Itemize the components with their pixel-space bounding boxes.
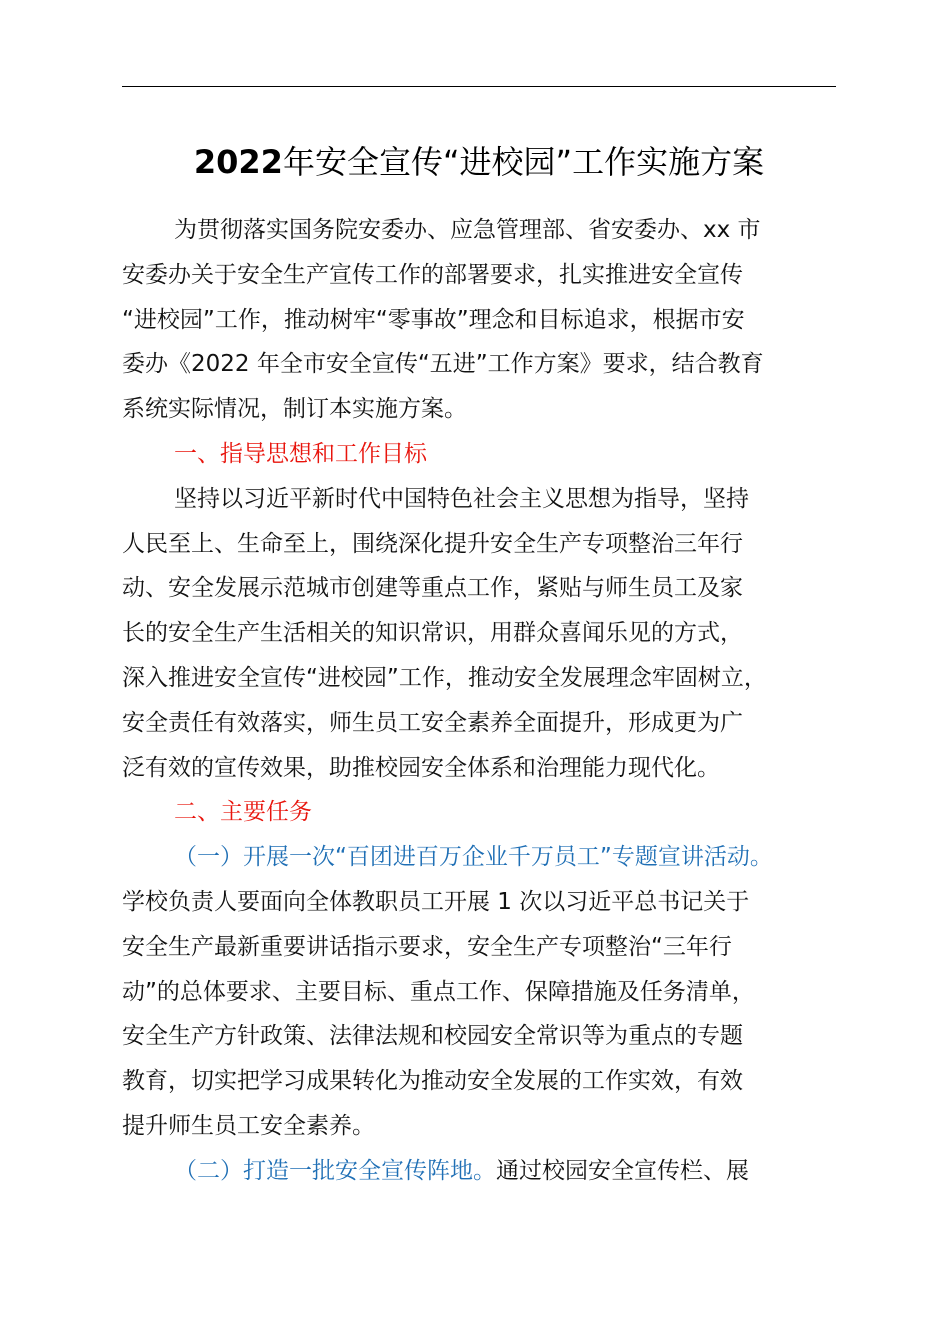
task-1-heading: （一）开展一次“百团进百万企业千万员工”专题宣讲活动。 bbox=[174, 844, 773, 871]
task-1-line: 提升师生员工安全素养。 bbox=[122, 1112, 375, 1139]
header-rule bbox=[122, 86, 836, 87]
task-1-line: 安全生产最新重要讲话指示要求，安全生产专项整治“三年行 bbox=[122, 933, 732, 960]
guide-line: 泛有效的宣传效果，助推校园安全体系和治理能力现代化。 bbox=[122, 754, 720, 781]
guide-line: 坚持以习近平新时代中国特色社会主义思想为指导，坚持 bbox=[174, 485, 749, 512]
task-1-line: 动”的总体要求、主要目标、重点工作、保障措施及任务清单， bbox=[122, 978, 755, 1005]
task-1-line: 学校负责人要面向全体教职员工开展 1 次以习近平总书记关于 bbox=[122, 888, 750, 915]
intro-line: “进校园”工作，推动树牢“零事故”理念和目标追求，根据市安 bbox=[122, 306, 745, 333]
intro-line: 安委办关于安全生产宣传工作的部署要求，扎实推进安全宣传 bbox=[122, 261, 743, 288]
task-2-text: 通过校园安全宣传栏、展 bbox=[496, 1157, 749, 1184]
section-heading-1: 一、指导思想和工作目标 bbox=[174, 440, 427, 467]
task-1-line: 安全生产方针政策、法律法规和校园安全常识等为重点的专题 bbox=[122, 1023, 743, 1050]
task-2-heading: （二）打造一批安全宣传阵地。 bbox=[174, 1157, 496, 1184]
title-text: 年安全宣传“进校园”工作实施方案 bbox=[282, 143, 765, 181]
task-2-line bbox=[122, 1149, 862, 1194]
intro-line: 委办《2022 年全市安全宣传“五进”工作方案》要求，结合教育 bbox=[122, 351, 764, 378]
guide-line: 深入推进安全宣传“进校园”工作，推动安全发展理念牢固树立， bbox=[122, 664, 767, 691]
intro-line: 系统实际情况，制订本实施方案。 bbox=[122, 396, 467, 423]
document-body bbox=[122, 208, 862, 1194]
guide-line: 人民至上、生命至上，围绕深化提升安全生产专项整治三年行 bbox=[122, 530, 743, 557]
guide-line: 长的安全生产生活相关的知识常识，用群众喜闻乐见的方式， bbox=[122, 620, 743, 647]
intro-line: 为贯彻落实国务院安委办、应急管理部、省安委办、xx 市 bbox=[174, 217, 761, 243]
guide-line: 安全责任有效落实，师生员工安全素养全面提升，形成更为广 bbox=[122, 709, 743, 736]
page-title bbox=[122, 140, 836, 184]
section-heading-2: 二、主要任务 bbox=[174, 799, 312, 826]
title-year: 2022 bbox=[193, 143, 283, 181]
guide-line: 动、安全发展示范城市创建等重点工作，紧贴与师生员工及家 bbox=[122, 575, 743, 602]
task-1-line: 教育，切实把学习成果转化为推动安全发展的工作实效，有效 bbox=[122, 1068, 743, 1095]
